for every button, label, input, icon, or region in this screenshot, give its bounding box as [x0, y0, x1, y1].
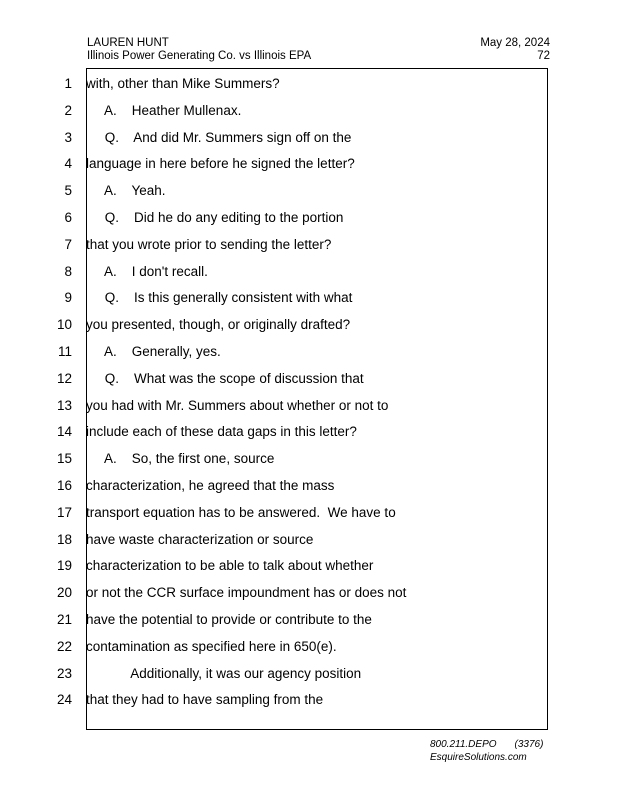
transcript-line — [0, 341, 618, 363]
line-number: 4 — [64, 156, 72, 172]
transcript-line — [0, 261, 618, 283]
transcript-line — [0, 663, 618, 685]
footer-website: EsquireSolutions.com — [430, 752, 527, 763]
line-text: Q. And did Mr. Summers sign off on the — [86, 129, 352, 145]
transcript-line — [0, 609, 618, 631]
line-text: characterization, he agreed that the mass — [86, 478, 335, 493]
line-text: language in here before he signed the letter? — [86, 156, 355, 172]
transcript-line — [0, 368, 618, 390]
line-text: that you wrote prior to sending the letter? — [86, 236, 332, 252]
transcript-line — [0, 314, 618, 336]
witness-name: LAUREN HUNT — [87, 37, 169, 49]
transcript-line — [0, 421, 618, 443]
transcript-line — [0, 475, 618, 497]
line-text: include each of these data gaps in this letter? — [86, 424, 357, 440]
transcript-line — [0, 234, 618, 256]
line-number: 17 — [56, 504, 72, 520]
line-number: 5 — [64, 183, 72, 199]
line-number: 14 — [56, 424, 72, 440]
transcript-line — [0, 636, 618, 658]
line-number: 23 — [56, 665, 72, 681]
line-text: Additionally, it was our agency position — [86, 665, 362, 681]
line-text: Q. Is this generally consistent with what — [86, 290, 353, 306]
line-number: 10 — [56, 317, 72, 333]
transcript-line — [0, 100, 618, 122]
footer — [430, 738, 543, 764]
line-text: A. Yeah. — [86, 183, 166, 199]
line-number: 22 — [56, 638, 72, 654]
line-number: 3 — [64, 129, 72, 145]
line-text: transport equation has to be answered. We have to — [86, 504, 396, 520]
header-left — [87, 37, 311, 63]
transcript-line — [0, 180, 618, 202]
line-text: have the potential to provide or contribute to the — [86, 612, 372, 627]
line-text: Q. What was the scope of discussion that — [86, 370, 364, 386]
line-text: contamination as specified here in 650(e). — [86, 638, 337, 654]
line-text: have waste characterization or source — [86, 531, 314, 547]
transcript-line — [0, 73, 618, 95]
line-text: you presented, though, or originally drafted? — [86, 317, 351, 333]
transcript-line — [0, 287, 618, 309]
page-number: 72 — [537, 50, 550, 62]
line-text: A. Heather Mullenax. — [86, 102, 242, 118]
line-number: 7 — [64, 236, 72, 252]
line-text: or not the CCR surface impoundment has or does not — [86, 585, 407, 601]
transcript-line — [0, 127, 618, 149]
line-number: 6 — [64, 210, 72, 225]
line-text: A. So, the first one, source — [86, 451, 275, 467]
footer-phone: 800.211.DEPO — [430, 739, 497, 750]
line-text: characterization to be able to talk about whether — [86, 558, 374, 574]
footer-phone-code: (3376) — [514, 739, 544, 750]
transcript-line — [0, 207, 618, 229]
transcript-line — [0, 529, 618, 551]
line-number: 11 — [57, 344, 72, 359]
line-text: that they had to have sampling from the — [86, 692, 324, 708]
case-title: Illinois Power Generating Co. vs Illinois EPA — [87, 50, 312, 62]
transcript-line — [0, 395, 618, 417]
line-number: 20 — [56, 585, 72, 601]
line-number: 21 — [56, 612, 72, 627]
transcript-line — [0, 555, 618, 577]
line-number: 16 — [56, 478, 72, 493]
line-text: A. Generally, yes. — [86, 344, 221, 359]
deposition-date: May 28, 2024 — [480, 37, 550, 49]
line-number: 18 — [56, 531, 72, 547]
line-number: 15 — [56, 451, 72, 467]
line-number: 13 — [56, 397, 72, 413]
line-text: A. I don't recall. — [86, 263, 208, 279]
line-number: 12 — [56, 370, 72, 386]
line-text: you had with Mr. Summers about whether or not to — [86, 397, 389, 413]
line-number: 8 — [64, 263, 72, 279]
line-number: 24 — [56, 692, 72, 708]
transcript-line — [0, 689, 618, 711]
line-number: 19 — [56, 558, 72, 574]
line-text: Q. Did he do any editing to the portion — [86, 210, 344, 225]
line-number: 1 — [64, 76, 72, 91]
header-right — [480, 37, 550, 63]
line-number: 2 — [64, 102, 72, 118]
transcript-line — [0, 448, 618, 470]
transcript-line — [0, 502, 618, 524]
line-number: 9 — [64, 290, 72, 306]
transcript-line — [0, 153, 618, 175]
transcript-line — [0, 582, 618, 604]
line-text: with, other than Mike Summers? — [86, 76, 280, 91]
